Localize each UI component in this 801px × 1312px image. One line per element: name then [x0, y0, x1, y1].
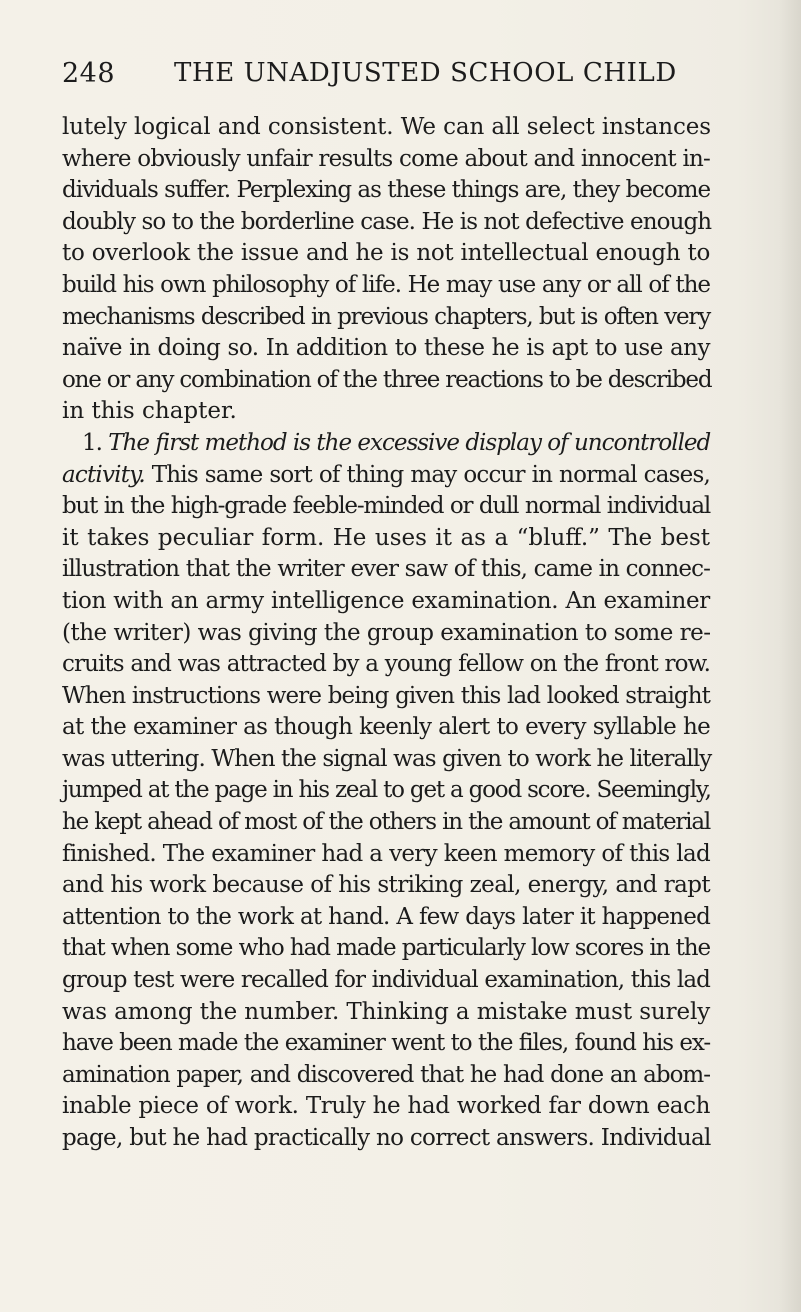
text-line: [62, 460, 710, 492]
text-line: in this chapter.: [62, 398, 237, 425]
text-line: naïve in doing so. In addition to these he is apt to use any: [62, 335, 710, 362]
text-line: [62, 428, 710, 460]
text-line: group test were recalled for individual examination, this lad: [62, 967, 710, 994]
page-number: 248: [62, 58, 116, 89]
text-line: mechanisms described in previous chapters, but is often very: [62, 303, 710, 330]
text-line: one or any combination of the three reactions to be described: [62, 366, 712, 393]
running-title: THE UNADJUSTED SCHOOL CHILD: [174, 58, 677, 88]
text-line: where obviously unfair results come about and innocent in-: [62, 145, 710, 172]
text-line: that when some who had made particularly low scores in the: [62, 935, 710, 962]
text-line: (the writer) was giving the group examination to some re-: [62, 619, 711, 646]
text-line: amination paper, and discovered that he had done an abom-: [62, 1061, 710, 1088]
text-line: When instructions were being given this lad looked straight: [62, 682, 710, 709]
italic-heading: The first method is the excessive display of uncontrolled: [108, 429, 711, 456]
text-line: dividuals suffer. Perplexing as these things are, they become: [62, 177, 711, 204]
text-fragment: This same sort of thing may occur in normal cases,: [151, 461, 710, 488]
text-line: finished. The examiner had a very keen memory of this lad: [62, 840, 710, 867]
italic-heading-end: activity.: [62, 461, 145, 488]
text-line: he kept ahead of most of the others in the amount of material: [62, 809, 710, 836]
text-line: was uttering. When the signal was given to work he literally: [62, 745, 712, 772]
text-line: was among the number. Thinking a mistake must surely: [62, 998, 711, 1025]
text-line: cruits and was attracted by a young fellow on the front row.: [62, 651, 710, 678]
text-line: build his own philosophy of life. He may use any or all of the: [62, 271, 710, 298]
text-line: inable piece of work. Truly he had worked far down each: [62, 1093, 710, 1120]
text-line: jumped at the page in his zeal to get a good score. Seemingly,: [62, 777, 711, 804]
page-edge-shadow: [779, 0, 801, 1312]
list-number: 1.: [82, 429, 102, 456]
text-line: but in the high-grade feeble-minded or dull normal individual: [62, 493, 710, 520]
text-line: lutely logical and consistent. We can all select instances: [62, 114, 712, 140]
text-line: have been made the examiner went to the files, found his ex-: [62, 1030, 710, 1057]
text-line: page, but he had practically no correct answers. Individual: [62, 1125, 711, 1151]
text-line: tion with an army intelligence examination. An examiner: [62, 587, 710, 614]
text-line: doubly so to the borderline case. He is not defective enough: [62, 208, 712, 235]
text-line: at the examiner as though keenly alert to every syllable he: [62, 714, 710, 741]
text-line: and his work because of his striking zeal, energy, and rapt: [62, 872, 710, 899]
running-head: [62, 58, 702, 98]
text-line: attention to the work at hand. A few days later it happened: [62, 903, 710, 930]
text-line: to overlook the issue and he is not intellectual enough to: [62, 240, 710, 267]
body-text: [62, 112, 710, 1155]
text-line: it takes peculiar form. He uses it as a “bluff.” The best: [62, 524, 710, 551]
text-line: illustration that the writer ever saw of this, came in connec-: [62, 556, 710, 583]
